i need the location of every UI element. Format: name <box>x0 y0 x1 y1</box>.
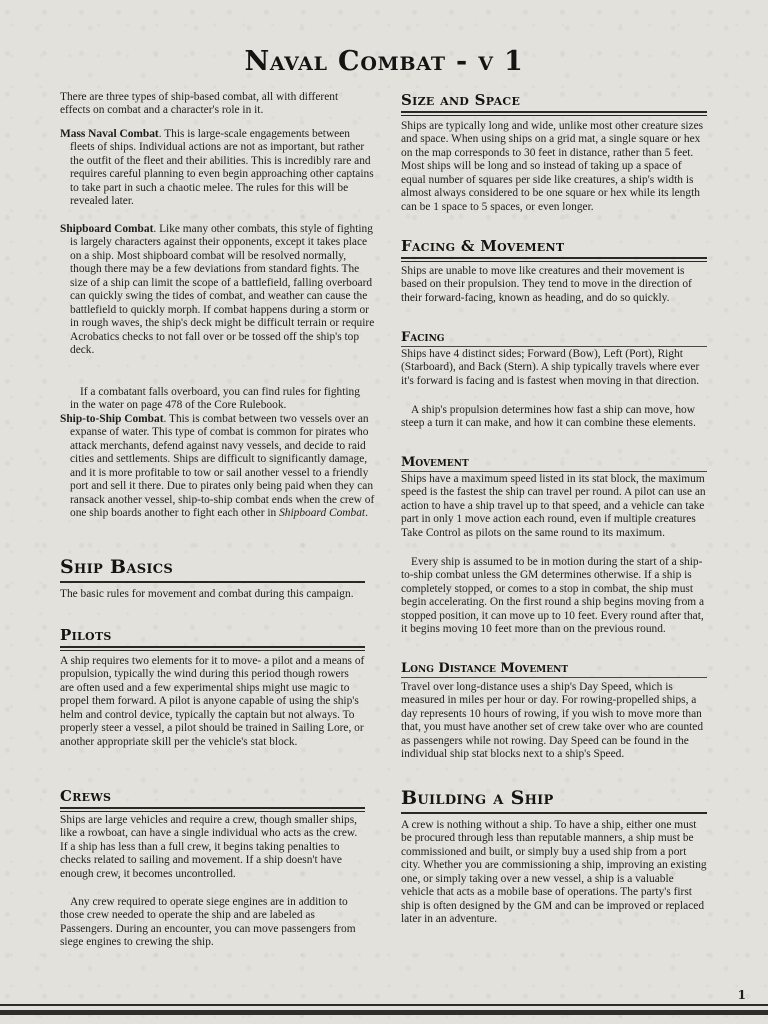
crews-text: Ships are large vehicles and require a crew, though smaller ships, like a rowboat, can have a single individual who acts as the crew. If a ship has less than a full crew, it begins taking penalties to checks related to sailing and movement. If a ship doesn't have enough crew, it becomes uncontrolled. <box>60 814 358 880</box>
ship-basics-heading: Ship Basics <box>60 556 174 578</box>
facing-rule <box>401 346 707 347</box>
pilots-rule <box>60 646 365 648</box>
facing-movement-heading: Facing & Movement <box>401 237 565 255</box>
long-distance-text: Travel over long-distance uses a ship's Day Speed, which is measured in miles per hour or day. For rowing-propelled ships, a day represents 10 hours of rowing, if you wish to move more than that, you must have another set of crew take over who are counted as passengers while not rowing. Day Speed can be found in the individual ship stat blocks next to a ship's Speed. <box>401 681 704 761</box>
shipboard-combat-text: . Like many other combats, this style of fighting is largely characters against their opponents, except it takes place on a ship. Most shipboard combat will be resolved normally, though there may be a few deviations from standard fights. The size of a ship can limit the scope of a battlefield, falling overboard can quickly swing the tides of combat, and weather can cause the battlefield to quickly morph. If combat happens during a storm or in rough waves, the ship's deck might be difficult terrain or require Acrobatics checks to not fall over or be tossed off the ship's top deck. <box>70 223 375 357</box>
long-distance-rule <box>401 677 707 678</box>
page-title: Naval Combat - v 1 <box>244 46 524 77</box>
ship-to-ship-combat-text: . This is combat between two vessels over an expanse of water. This type of combat is common for pirates who attack merchants, defend against navy vessels, and decide to raid cities and settlements. Ships are difficult to significantly damage, and it is more profitable to tow or sail another vessel to a friendly port and sell it there. Due to pirates only being paid when they can ransack another vessel, ship-to-ship combat ends when the crew of one ship boards another to fight each other in <box>70 413 375 520</box>
shipboard-combat-entry <box>60 223 375 358</box>
shipboard-combat-reference: Shipboard Combat <box>279 507 366 520</box>
facing-section <box>401 330 707 350</box>
ship-to-ship-combat-entry <box>60 413 375 521</box>
facing-heading: Facing <box>401 330 445 345</box>
ship-basics-section <box>60 556 365 588</box>
facing-movement-rule <box>401 257 707 259</box>
long-distance-section <box>401 661 707 681</box>
ship-basics-rule <box>60 581 365 583</box>
facing-movement-rule-thin <box>401 261 707 262</box>
shipboard-combat-text-2: If a combatant falls overboard, you can find rules for fighting in the water on page 478 of the Core Rulebook. <box>70 386 360 412</box>
footer-rule-thin <box>0 1004 768 1006</box>
movement-text-2: Every ship is assumed to be in motion during the start of a ship-to-ship combat unless the GM determines otherwise. If a ship is completely stopped, or comes to a stop in combat, the ship must begin accelerating. On the first round a ship begins moving from a stopped position, it can move up to 10 feet. Every round after that, it begins moving 10 feet more than on the previous round. <box>401 556 705 636</box>
building-ship-rule <box>401 812 707 814</box>
ship-to-ship-end: . <box>365 507 368 520</box>
crews-heading: Crews <box>60 787 112 805</box>
building-ship-section <box>401 787 707 819</box>
facing-text-2: A ship's propulsion determines how fast a ship can move, how steep a turn it can make, and how it can combine these elements. <box>401 404 696 430</box>
intro-paragraph: There are three types of ship-based combat, all with different effects on combat and a character's role in it. <box>60 91 339 117</box>
ship-basics-text: The basic rules for movement and combat during this campaign. <box>60 588 354 600</box>
building-ship-text: A crew is nothing without a ship. To have a ship, either one must be procured through less than reputable manners, a ship must be commissioned and built, or simply buy a used ship from a port city. Whether you are commissioning a ship, improving an existing one, or simply taking over a new vessel, a ship is a valuable vehicle that acts as a mobile base of operations. The party's first ship is often designed by the GM and can be improved or replaced later in an adventure. <box>401 819 707 926</box>
mass-naval-combat-entry <box>60 128 375 209</box>
mass-naval-combat-term: Mass Naval Combat <box>60 128 159 140</box>
movement-rule <box>401 471 707 472</box>
size-space-heading: Size and Space <box>401 91 521 109</box>
pilots-text: A ship requires two elements for it to move- a pilot and a means of propulsion, typically the wind during this period though rowers are often used and a few experimental ships might use magic to propel them forward. A pilot is anyone capable of using the ship's helm and control device, typically the captain but not always. To properly steer a vessel, a pilot should be trained in Sailing Lore, or another appropriate skill per the vehicle's stat block. <box>60 655 365 748</box>
long-distance-heading: Long Distance Movement <box>401 661 569 676</box>
ship-to-ship-combat-term: Ship-to-Ship Combat <box>60 413 164 425</box>
page-number: 1 <box>737 988 746 1002</box>
movement-section <box>401 455 707 475</box>
pilots-rule-thin <box>60 650 365 651</box>
footer-rule-thick <box>0 1010 768 1015</box>
crews-text-2: Any crew required to operate siege engines are in addition to those crew needed to operate the ship and are labeled as Passengers. During an encounter, you can move passengers from siege engines to crewing the ship. <box>60 896 356 949</box>
pilots-section <box>60 626 365 657</box>
movement-heading: Movement <box>401 455 469 470</box>
pilots-heading: Pilots <box>60 626 112 644</box>
crews-rule-thin <box>60 811 365 812</box>
building-ship-heading: Building a Ship <box>401 787 554 809</box>
facing-movement-text: Ships are unable to move like creatures and their movement is based on their propulsion. They tend to move in the direction of their forward-facing, known as heading, and do so quickly. <box>401 265 692 304</box>
size-space-rule <box>401 111 707 113</box>
size-space-text: Ships are typically long and wide, unlike most other creature sizes and space. When using ships on a grid mat, a single square or hex on the map corresponds to 30 feet in distance, rather than 5 feet. Most ships will be long and so instead of taking up a space of equal number of squares per side like creatures, a ship's width is almost always considered to be one square or hex while its length can be 1 space to 5 spaces, or even longer. <box>401 120 704 213</box>
shipboard-combat-term: Shipboard Combat <box>60 223 154 235</box>
size-space-rule-thin <box>401 115 707 116</box>
crews-rule <box>60 807 365 809</box>
mass-naval-combat-text: . This is large-scale engagements between fleets of ships. Individual actions are not as important, but rather the outfit of the fleet and their abilities. This is incredibly rare and requires careful planning to even begin approaching other captains to take part in such a chaotic melee. The rules for this will be revealed later. <box>70 128 374 208</box>
size-space-section <box>401 91 707 122</box>
facing-movement-section <box>401 237 707 268</box>
movement-text: Ships have a maximum speed listed in its stat block, the maximum speed is the fastest the ship can travel per round. A pilot can use an action to have a ship travel up to that speed, and a vehicle can take part in only 1 move action each round, even if multiple creatures Take Control as pilots on the same round to its maximum. <box>401 473 706 539</box>
facing-text: Ships have 4 distinct sides; Forward (Bow), Left (Port), Right (Starboard), and Back (Stern). A ship typically travels where ever it's forward is facing and is fastest when moving in that direction. <box>401 348 700 387</box>
